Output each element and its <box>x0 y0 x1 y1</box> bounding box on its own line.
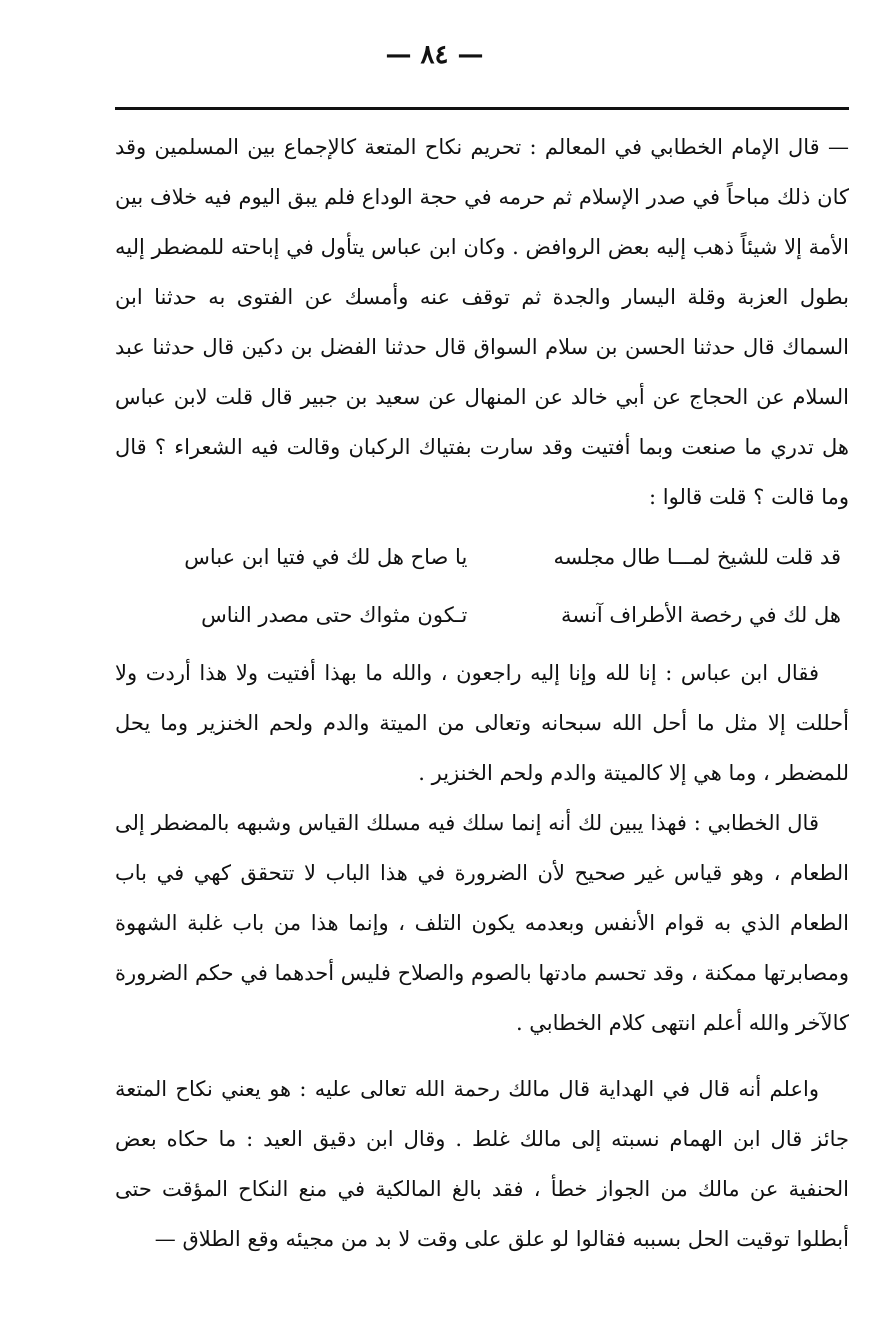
verse-2-first-hemistich: هل لك في رخصة الأطراف آنسة <box>561 603 841 627</box>
poem-verse-1 <box>115 528 849 586</box>
page-body <box>115 122 849 1264</box>
header-rule <box>115 107 849 110</box>
poem <box>115 528 849 644</box>
paragraph-hidaya: واعلم أنه قال في الهداية قال مالك رحمة الله تعالى عليه : هو يعني نكاح المتعة جائز قال ابن الهمام نسبته إلى مالك غلط . وقال ابن دقيق العيد : ما حكاه بعض الحنفية عن مالك من الجواز خطأ ، فقد بالغ المالكية في منع النكاح المؤقت حتى أبطلوا توقيت الحل بسببه فقالوا لو علق على وقت لا بد من مجيئه وقع الطلاق — <box>115 1077 849 1251</box>
paragraph-spacer <box>115 1048 849 1064</box>
paragraph-ibn-abbas-reply: فقال ابن عباس : إنا لله وإنا إليه راجعون ، والله ما بهذا أفتيت ولا هذا أردت ولا أحللت إلا مثل ما أحل الله سبحانه وتعالى من الميتة والدم ولحم الخنزير وما يحل للمضطر ، وما هي إلا كالميتة والدم ولحم الخنزير . <box>115 661 849 785</box>
page-number: — ٨٤ — <box>385 40 484 70</box>
verse-2-second-hemistich: تـكون مثواك حتى مصدر الناس <box>201 603 468 627</box>
poem-verse-2 <box>115 586 849 644</box>
paragraph-khattabi-maalim: — قال الإمام الخطابي في المعالم : تحريم نكاح المتعة كالإجماع بين المسلمين وقد كان ذلك مباحاً في صدر الإسلام ثم حرمه في حجة الوداع فلم يبق اليوم فيه خلاف بين الأمة إلا شيئاً ذهب إليه بعض الروافض . وكان ابن عباس يتأول في إباحته للمضطر إليه بطول العزبة وقلة اليسار والجدة ثم توقف عنه وأمسك عن الفتوى به حدثنا ابن السماك قال حدثنا الحسن بن سلام السواق قال حدثنا الفضل بن دكين قال حدثنا عبد السلام عن الحجاج عن أبي خالد عن المنهال عن سعيد بن جبير قال قلت لابن عباس هل تدري ما صنعت وبما أفتيت وقد سارت بفتياك الركبان وقالت فيه الشعراء ؟ قال وما قالت ؟ قلت قالوا : <box>115 135 849 509</box>
verse-1-first-hemistich: قد قلت للشيخ لمـــا طال مجلسه <box>553 545 841 569</box>
paragraph-khattabi-analysis: قال الخطابي : فهذا يبين لك أنه إنما سلك فيه مسلك القياس وشبهه بالمضطر إلى الطعام ، وهو قياس غير صحيح لأن الضرورة في هذا الباب لا تتحقق كهي في باب الطعام الذي به قوام الأنفس وبعدمه يكون التلف ، وإنما هذا من باب غلبة الشهوة ومصابرتها ممكنة ، وقد تحسم مادتها بالصوم والصلاح فليس أحدهما في حكم الضرورة كالآخر والله أعلم انتهى كلام الخطابي . <box>115 811 849 1035</box>
verse-1-second-hemistich: يا صاح هل لك في فتيا ابن عباس <box>184 545 468 569</box>
